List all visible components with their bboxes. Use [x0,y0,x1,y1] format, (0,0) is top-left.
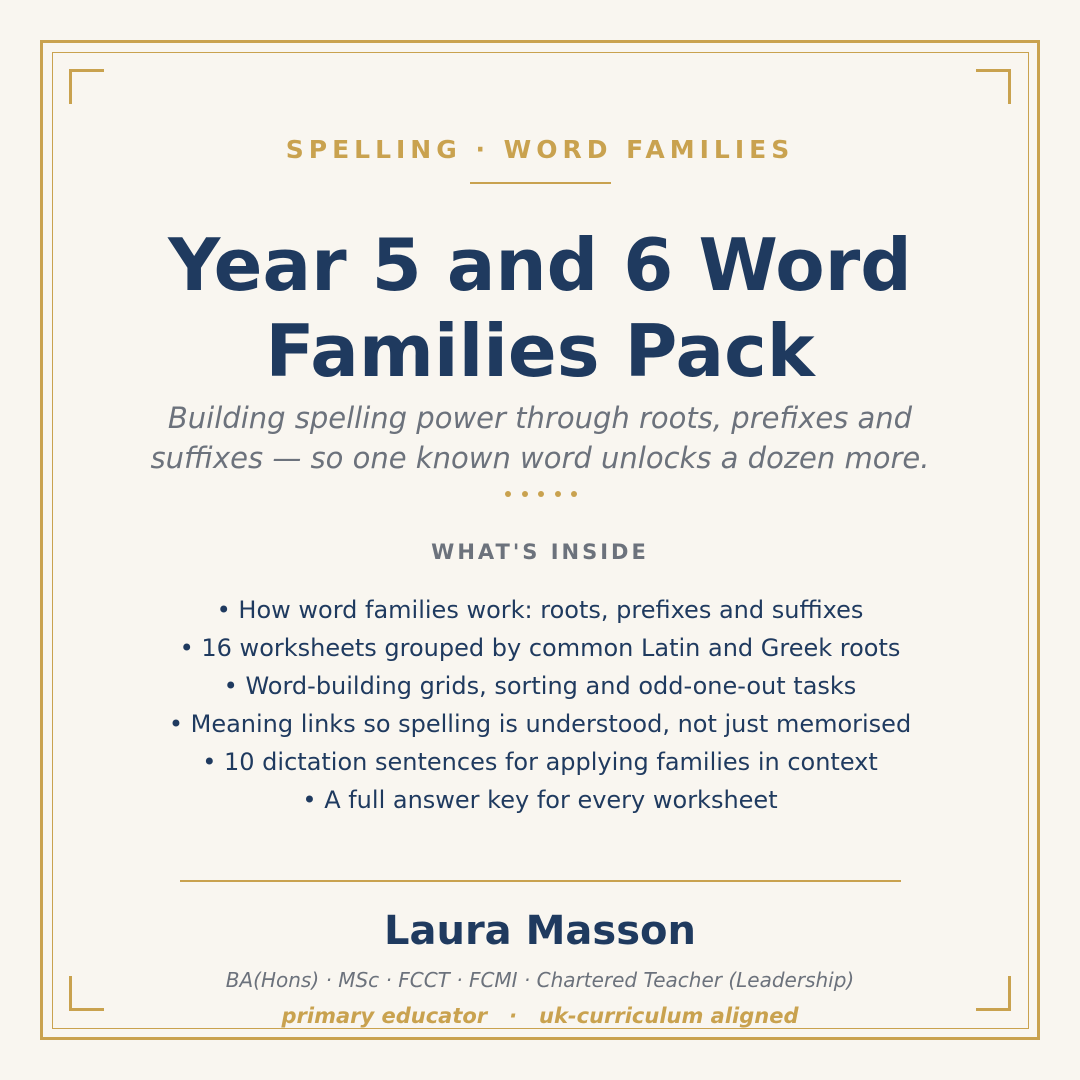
list-item: • A full answer key for every worksheet [0,781,1080,819]
title-line-1: Year 5 and 6 Word [168,223,912,307]
list-item: • Word-building grids, sorting and odd-one-out tasks [0,667,1080,705]
corner-ornament-top-left [69,69,104,104]
dot [522,491,528,497]
section-heading: WHAT'S INSIDE [431,540,649,564]
list-item: • How word families work: roots, prefixes and suffixes [0,591,1080,629]
contents-list [0,591,1080,819]
dot [555,491,561,497]
footer-divider [180,880,901,882]
list-item: • Meaning links so spelling is understood, not just memorised [0,705,1080,743]
author-name: Laura Masson [384,908,696,954]
subtitle [0,398,1080,478]
dot [505,491,511,497]
list-item: • 16 worksheets grouped by common Latin and Greek roots [0,629,1080,667]
dot [571,491,577,497]
corner-ornament-top-right [976,69,1011,104]
dot [538,491,544,497]
author-tagline: primary educator · uk-curriculum aligned [281,1004,799,1028]
title-line-2: Families Pack [265,309,815,393]
subtitle-line-2: suffixes — so one known word unlocks a dozen more. [150,441,930,475]
eyebrow-underline [470,182,611,184]
author-credentials: BA(Hons) · MSc · FCCT · FCMI · Chartered Teacher (Leadership) [225,968,855,992]
category-eyebrow: SPELLING · WORD FAMILIES [285,135,795,164]
list-item: • 10 dictation sentences for applying families in context [0,743,1080,781]
page-title [0,222,1080,394]
subtitle-line-1: Building spelling power through roots, prefixes and [167,401,913,435]
dot-separator [505,491,577,497]
